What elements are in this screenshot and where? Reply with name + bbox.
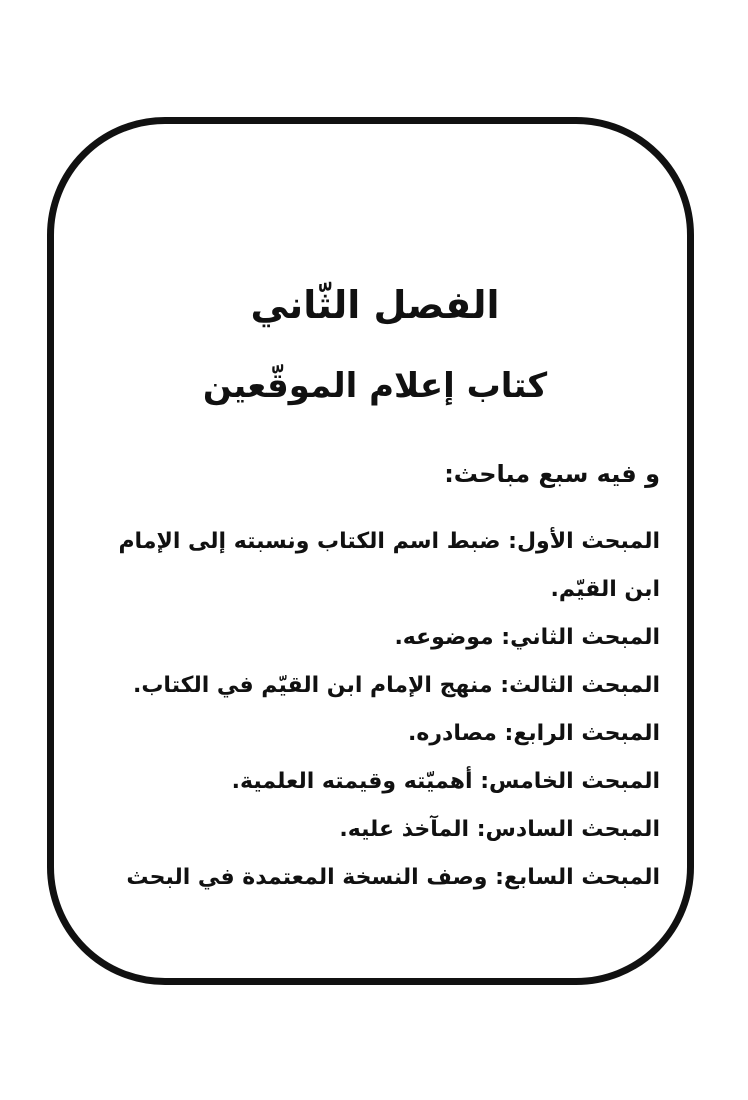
section-item-7: المبحث السابع: وصف النسخة المعتمدة في البحث bbox=[126, 865, 660, 890]
section-item-6: المبحث السادس: المآخذ عليه. bbox=[339, 817, 660, 842]
sections-list bbox=[90, 518, 660, 902]
section-item-1: المبحث الأول: ضبط اسم الكتاب ونسبته إلى الإمام ابن القيّم. bbox=[118, 529, 660, 602]
sections-intro: و فيه سبع مباحث: bbox=[444, 460, 660, 488]
book-title: كتاب إعلام الموقّعين bbox=[202, 366, 548, 406]
section-item-2: المبحث الثاني: موضوعه. bbox=[394, 625, 660, 650]
page-content bbox=[90, 270, 660, 902]
section-item-5: المبحث الخامس: أهميّته وقيمته العلمية. bbox=[231, 769, 660, 794]
section-item-4: المبحث الرابع: مصادره. bbox=[408, 721, 660, 746]
section-item-3: المبحث الثالث: منهج الإمام ابن القيّم في الكتاب. bbox=[132, 673, 660, 698]
chapter-title: الفصل الثّاني bbox=[250, 283, 500, 327]
